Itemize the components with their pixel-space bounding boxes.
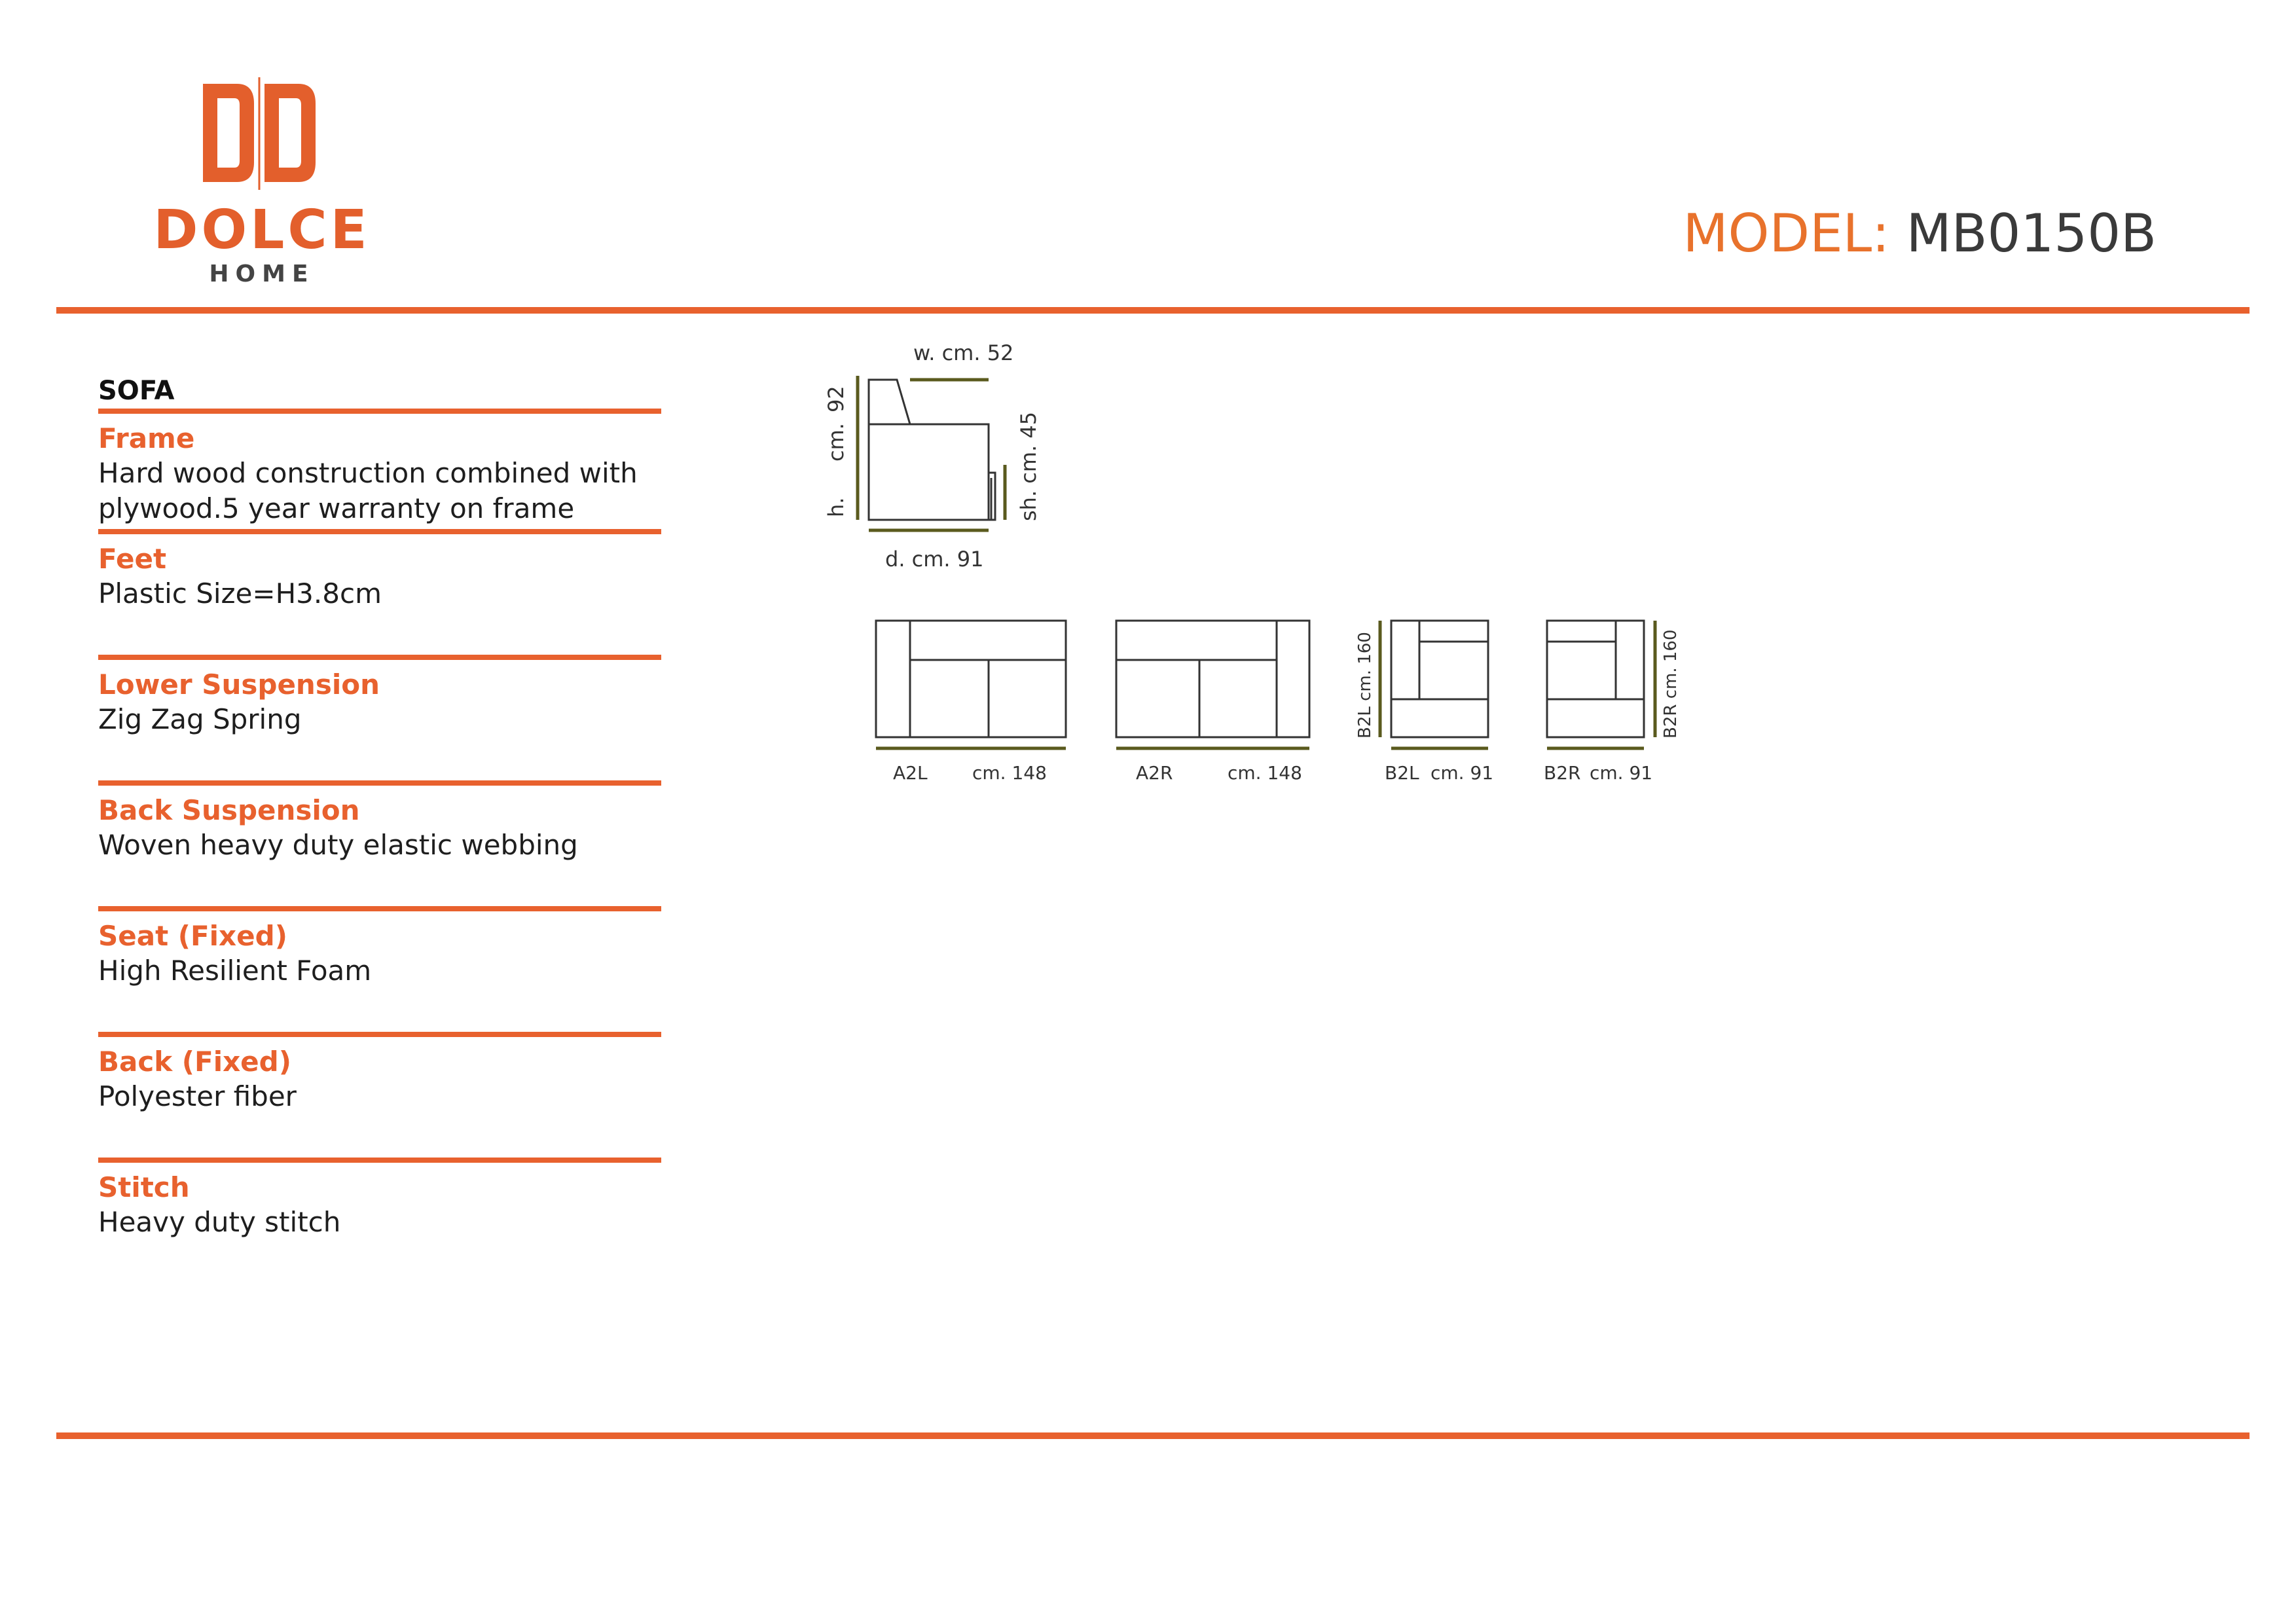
- footer-divider: [56, 1432, 2250, 1439]
- spec-value: Plastic Size=H3.8cm: [98, 577, 382, 610]
- spec-value: Hard wood construction combined with: [98, 457, 638, 489]
- module-a2l-drawing: [876, 621, 1066, 737]
- spec-item-lower-suspension: [98, 655, 661, 780]
- header-divider: [56, 307, 2250, 314]
- height-h-label: h.: [824, 497, 848, 517]
- spec-label: Seat (Fixed): [98, 920, 287, 952]
- spec-item-back-suspension: [98, 780, 661, 906]
- spec-label: Frame: [98, 422, 195, 454]
- spec-label: Back (Fixed): [98, 1046, 291, 1078]
- module-code-a2r: A2R: [1136, 762, 1173, 784]
- module-code-b2l: B2L: [1385, 762, 1419, 784]
- brand-subname: HOME: [209, 261, 315, 287]
- height-value-label: 92: [824, 386, 848, 412]
- section-title: SOFA: [98, 376, 175, 406]
- width-label: w. cm. 52: [913, 340, 1014, 365]
- spec-label: Lower Suspension: [98, 668, 380, 701]
- module-b2l-drawing: [1391, 621, 1488, 737]
- brand-name: DOLCE: [153, 199, 371, 261]
- spec-label: Feet: [98, 543, 167, 575]
- technical-drawings: [805, 327, 1735, 825]
- spec-value: Woven heavy duty elastic webbing: [98, 829, 578, 861]
- brand-logo: [137, 77, 386, 293]
- module-a2r-drawing: [1116, 621, 1309, 737]
- module-dim-b2l: cm. 91: [1430, 762, 1494, 784]
- height-cm-label: cm.: [824, 423, 848, 462]
- model-label: MODEL:: [1683, 203, 1890, 264]
- spec-label: Stitch: [98, 1171, 190, 1203]
- spec-item-back: [98, 1032, 661, 1158]
- module-code-a2l: A2L: [893, 762, 928, 784]
- module-side-b2l: B2L cm. 160: [1355, 632, 1375, 739]
- depth-label: d. cm. 91: [885, 547, 984, 572]
- spec-value: plywood.5 year warranty on frame: [98, 492, 575, 524]
- side-profile-drawing: [869, 380, 995, 520]
- module-b2r-drawing: [1547, 621, 1644, 737]
- module-code-b2r: B2R: [1544, 762, 1581, 784]
- seat-height-label: sh. cm. 45: [1016, 411, 1041, 521]
- dolce-logo-mark-icon: [196, 77, 321, 195]
- spec-label: Back Suspension: [98, 794, 360, 826]
- dimension-diagram: [805, 327, 1735, 825]
- module-dim-b2r: cm. 91: [1590, 762, 1653, 784]
- module-side-b2r: B2R cm. 160: [1661, 629, 1681, 739]
- spec-list: [98, 373, 661, 1283]
- spec-value: Heavy duty stitch: [98, 1206, 341, 1238]
- module-dim-a2l: cm. 148: [972, 762, 1047, 784]
- model-heading: [1683, 203, 2157, 264]
- spec-value: Zig Zag Spring: [98, 703, 302, 735]
- spec-item-seat: [98, 906, 661, 1032]
- module-dim-a2r: cm. 148: [1228, 762, 1302, 784]
- spec-item-stitch: [98, 1158, 661, 1283]
- spec-item-frame: [98, 409, 661, 529]
- spec-value: Polyester fiber: [98, 1080, 297, 1112]
- spec-item-feet: [98, 529, 661, 655]
- spec-value: High Resilient Foam: [98, 955, 372, 987]
- model-number: MB0150B: [1906, 203, 2157, 264]
